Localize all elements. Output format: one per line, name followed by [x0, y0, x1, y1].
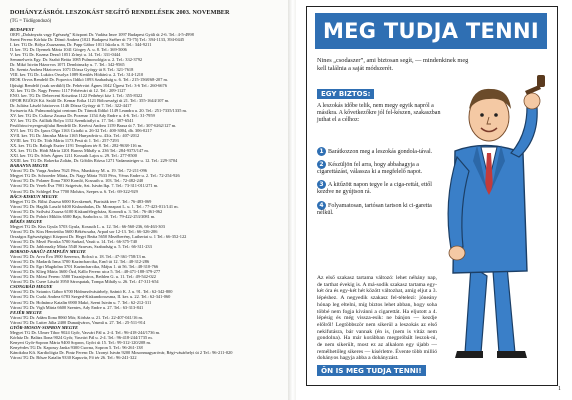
clinic-entry: Kenyeri Győr-Sopron Mária 9400 Sopron, Győri út 15. Tel.: 99-312-120/208 m. [10, 339, 151, 345]
man-illustration [427, 61, 555, 361]
clinic-entry: XV. ker. TG Dr. Csikosz Zsuzsa Dr. Pozenar 1154 Ady Endre u. 4-6. Tel.: 31-7959 [10, 112, 155, 118]
intro-text: Nines „csodaszer”, ami biztosan segít, — mindenkinek meg kell találnia a saját módszerét. [317, 57, 469, 72]
clinic-entry: Városi TG Dr. Varga Andrea 7621 Pécs, Munkácsy M. u. 19. Tel.: 72-211-096 [10, 168, 148, 174]
step-number: 4 [317, 201, 326, 210]
clinic-entry: Dr. Mikó István Házorvos 1071 Dembinszky u. 7. Tel.: 342-9565 [10, 62, 125, 68]
clinic-entry: Megyei TG Dr. Ulmer Tibor 9024 Győr, Vasvári Pál u. 2-4. Tel.: 96-418-244/1736 m. [10, 329, 161, 335]
clinic-entry: Városi TG Dr. Egri Magdolna 3701 Kazincbarcika, Május 1. út 56. Tel.: 48-310-766 [10, 264, 159, 270]
directory-title: DOHÁNYZÁSRÓL LESZOKÁST SEGÍTŐ RENDELÉSEK 2003. NOVEMBER [10, 9, 230, 16]
flyer-frame [306, 6, 558, 386]
clinic-entry: Ifjúsági Rendelő (csak serdülő) Dr. Fehérvári Ágnes 1042 Újpest Tel.: 3-6 Tel.: 260-6676 [10, 82, 167, 88]
page-gutter [288, 0, 296, 400]
step-number: 1 [317, 147, 326, 156]
region-heading: BORSOD-ABAÚJ-ZEMPLÉN MEGYE [10, 249, 86, 255]
step-number: 2 [317, 160, 326, 169]
clinic-entry: XVIII. ker. TG Dr. Tóth Mária 1173 Pesti út 1. Tel.: 257-7293 [10, 138, 119, 144]
region-heading: FEJÉR MEGYE [10, 309, 43, 315]
clinic-entry: Megyei TG Dr. Schroeder Mária, Dr. Nagy Mária 7633 Pécs, Vérus Endre u. 2. Tel.: 72-254-926 [10, 173, 180, 179]
flyer-title: MEG TUDJA TENNI [315, 13, 547, 49]
step-text: A kitűzött napon tegye le a ciga-rettát, ettől kezdve ne gyújtson rá. [317, 182, 432, 196]
clinic-entry: Kánokdoa Kft. Kardiológia Dr. Pintz Ferenc Dr. Uzonyi István 9200 Mosonmagyaróvár, Régi-vásárhelyi út 2 Tel.: 96-211-020 [10, 350, 233, 355]
directory-legend: (TG = Tüdőgondozó) [10, 19, 52, 24]
clinic-entry: Kenyérdes TG Dr. Kapossy Janka 9300 Csorna, Sopron 5. Tel.: 96-261-138 [10, 344, 143, 350]
clinic-entry: Városi TG Dr. Klieg Mária 3600 Ózd, Kállo Ferenc utca 5. Tel.: 48-471-188-379-277 [10, 269, 161, 275]
region-heading: BARANYA MEGYE [10, 163, 49, 169]
clinic-entry: Városi TG Dr. Jablonszky Mária 5540 Szarvas, Szabadság u. 5. Tel.: 66-311-233 [10, 244, 152, 250]
clinic-entry: Városi TG Dr. Szilvási Zsuzsa 6100 Kiskunfélegyháza, Korondi u. 3. Tel.: 76-461-062 [10, 208, 163, 214]
clinic-entry: XX. ker. TG Dr. Hódi Mária 1201 Baross Mihály u. 236 Tel.: 284-9373/147 m. [10, 148, 149, 154]
clinic-entry: Városi TG Dr. Madarik Irma 3700 Kazincbarcika, Ernő út 12. Tel.: 48-312-286 [10, 259, 150, 265]
clinic-entry: Szent Ferenc Kórház Dr. Dömö Andrea (1021 Budapest Széher út 73-75) Tel.: 394-1133, 394-0445 [10, 37, 185, 43]
region-heading: CSONGRÁD MEGYE [10, 284, 53, 290]
step-number: 3 [317, 180, 326, 189]
clinic-entry: Városi TG Dr. Bősze Katalin 9330 Kapuvár, Fő tér 26. Tel.: 96-241-322 [10, 355, 137, 361]
region-heading: BUDAPEST [10, 27, 34, 32]
clinic-entry: Dr. Juliász László háziorvos 1146 Dózsa György út 7. Tel.: 322-4417 [10, 102, 132, 108]
clinic-entry: Városi TG Dr. Holnáncz Katalin 6900 Makó, Szent István u. 7. Tel.: 62-212-311 [10, 299, 152, 305]
clinic-entry: Országos Egészségügyi Központ Dr. Hegyi Beáta 5650 Mezőberény, Lutheriai u. 1 Tel.: 66-352-122 [10, 233, 187, 239]
clinic-list [10, 27, 278, 395]
clinic-entry: XVI. ker. TG Dr. Ipacs Olga 1163 Cziráki u. 26-32 Tel.: 400-3004, db. 306-0217 [10, 127, 152, 133]
clinic-entry: Kórház Dr. Balázs Ilona 9024 Győr, Vasvári Pál u. 2-4. Tel.: 96-418-244/1735 m. [10, 334, 153, 340]
region-heading: BÁCS-KISKUN MEGYE [10, 193, 58, 199]
body-paragraph: Az első szakasz tartama változó: lehet néhány nap, de tarthat évekig is. A má-sodik szakasz tartama egy-két óra és egy-két hét között változhat, amíg eljut a 3. lépéshez. A negyedik szakasz fel-tételezi: jóneány hónap leg eltelni, míg biztos lehet abban, hogy soha többé nem fogja kívánni a cigarettát. Ha eljutott a 4. lépésig és még vissza-esik: ne bánjon — kezdje előlről! Legtöbbször nem sikerül a leszokás az első nekifutásra, bár vannak (én is, (nem is vitáz nem gondolna). Ha már korábban megpróbált leszok-ni, de nem sikerült, most ez az alkalom egy újabb — remélhetőleg sikeres — kísérletre. Évente több millió dohányos hagyja abba a dohányzást. [317, 275, 437, 362]
clinic-entry: Városi TG Dr. Arva Éva 3900 Szerencs, Bolcsó u. 18. Tel.: 47-361-758/13 m. [10, 254, 147, 260]
clinic-entry: ENO. ker. TG Dr. Debreceni Krisztina 1122 Pethényi köz 1. Tel.: 355-8322 [10, 92, 143, 98]
clinic-entry: Városi TG Dr. Polaner Ilona 7300 Komló, Kossuth u. 103. Tel.: 72-482-240 [10, 178, 144, 184]
step-text: Készüljön fel arra, hogy abbahagyja a cigarettázást, válassza ki a megfelelő napot. [317, 161, 423, 176]
clinic-entry: V. ker. TG Dr. Kozma Dezső 1051 Zrínyi u. 14. Tel.: 331-0444 [10, 52, 121, 58]
clinic-entry: Városi TG Dr. Adám Ilona 8060 Mór, Kórház u. 21. Tel.: 22-407-041/16 m. [10, 314, 144, 320]
clinic-entry: XI. ker. TG Dr. Nagy Ferenc 1117 Fehérvári út 12. Tel.: 209-1127 [10, 87, 126, 93]
step-text: Barátkozzon meg a leszokás gondola-tával. [328, 148, 433, 155]
clinic-entry: Városi TG Dr. Vigh Mária 6600 Szentes, Ady Endre u. 27. Tel.: 63-313-841 [10, 304, 144, 310]
clinic-entry: Városi TG Dr. Mózsi Ferenc 3580 Tiszaújváros, Bethlen G. u. 11. Tel.: 49-542-022 [10, 274, 156, 280]
clinic-entry: Megyei TG Dr. Kiss Gyula 5703 Gyula, Kossuth L. u. 12. Tel.: 66-560-236, 66-463-303 [10, 223, 165, 229]
clinic-entry: XV. ker. TG Dr. Atilliák Bolya 1152 Szentkirályi u. 17. Tel.: 307-6541 [10, 117, 134, 123]
region-heading: BÉKÉS MEGYE [10, 218, 43, 224]
clinic-entry: XVII. ker. TG Dr. Jánoska Mária 1165 Hunyadvár u. 43/a. Tel.: 407-2012 [10, 132, 140, 138]
clinic-entry: Pestlőrinci-nyergesújfalui Rendelő Dr. Kerécsi Andrea 1159 Bazsa út 7. Tel.: 307-6262/127 m. [10, 122, 177, 128]
clinic-entry: Városi TG Dr. Sztanics Gábor 6700 Hódmezővásárhely, Szántó K. J. u. 91. Tel.: 62-342-800 [10, 289, 173, 295]
clinic-entry: XXI. ker. TG Dr. Sőrés Ágnes 1211 Kossuth Lajos u. 29. Tel.: 277-8500 [10, 153, 137, 159]
clinic-entry: Dr. Szentz Andrea Háziorvos 1071 Dózsa György út 8. Tel.: 321-7618 [10, 67, 134, 73]
clinic-entry: Városi TG Dr. Pohóri Miklós 6500 Baja, Szabolcs u. 10. Tel.: 79-422-253/3081 m. [10, 213, 156, 219]
clinic-entry: Városi TG Dr. Kiss Henriettha 5600 Békéscsaba, Arpad sor 12-13. Tel.: 66-326-206 [10, 228, 158, 234]
clinic-entry: Városi TG Dr. Vereb Éva 7901 Szigetvár, Szt. István lkp. 7. Tel.: 73-311-011/271 m. [10, 183, 159, 189]
section-text: A leszokás időbe telik, nem megy egyik napról a másikra. A kővetkezőkre jól fel-készen, szakaszban juthat el a célhoz: [317, 103, 441, 124]
clinic-entry: Városi TG Dr. Lutter Júlia 2400 Dunaújváros, Vasmű u. 27. Tel.: 25-511-914 [10, 319, 146, 325]
section-label: EGY BIZTOS: [317, 89, 374, 99]
clinic-entry: I. ker. TG Dr. Bólya Zsuzsanna, Dr. Papp Gábor 1011 Iskola u. 8. Tel.: 344-9211 [10, 42, 152, 48]
step-text: Folyamatosan, tartósan tartson ki ci-garetta nélkül. [317, 202, 432, 216]
clinic-entry: OEFI „Dohányzás vagy Egészség” Központ Dr. Vadász Imre 1097 Budapest Gyáli út 2-6. Tel.: 4-5-4998 [10, 32, 194, 38]
clinic-entry: Swisserta Ak. Pulmonológiai centrum Dr. Tárnok Ildikó 1149 Leandra u. 20. Tel.: 251-7335/1335 m. [10, 107, 188, 113]
clinic-entry: Megyei TG Dr. Bilisi Zsuzsa 6000 Kecskemét, Piaristák tere 7. Tel.: 76-483-069 [10, 198, 152, 204]
clinic-entry: BIOK Orvos Rendelő Dr. Popovics Ildikó 1093 Szabadság u. 6. Tel.: 215-1568/68-207 m. [10, 77, 169, 83]
clinic-entry: XXIII. ker. TG Dr. Rokerka Zoltán, Dr. Göblös Rózsa 1271 Vadamsteiger u. 12. Tel.: 229-3704 [10, 158, 178, 164]
closing-slogan: ÖN IS MEG TUDJA TENNI! [317, 365, 426, 376]
clinic-entry: XX. ker. TG Dr. Balogh Eszter 1191 Templom tér 8. Tel.: 282-9638-116 m. [10, 143, 143, 149]
region-heading: GYŐR-MOSON-SOPRON MEGYE [10, 324, 79, 330]
clinic-entry: Városi TG Dr. Csere László 3950 Sárospatak, Tompa Mihály u. 26. Tel.: 47-311-654 [10, 279, 159, 285]
clinic-entry: Városi TG Dr. Haglik Laszló 6400 Kiskunhalas, Dr. Monszpart L. u. 1. Tel.: 77-423-011/141 m. [10, 203, 179, 209]
flyer-page [296, 0, 572, 400]
clinic-entry: Semmelweis Egy. Dr. Szabó Beáta 1085 Pulmonológia u. 2. Tel.: 332-3792 [10, 57, 143, 63]
clinic-entry: VIII. ker. TG Dr. Lukács Orsolya 1089 Kerülés Hídiárú u. 2. Tel.: 314-1210 [10, 72, 144, 78]
clinic-entry: Városi TG Dr. Mező Piroska 5700 Sarkad, Vasút u. 14. Tel.: 66-375-740 [10, 238, 138, 244]
clinic-entry: Városi TG Dr. Csoki Andrea 6783 Szeged-Kiskundorozsma, II. ker. u. 22. Tel.: 62-341-060 [10, 294, 171, 300]
clinic-entry: II. ker. TG Dr. Ilyemek Mária 1041 Görgey A. u. 8. Tel.: 369-5006 [10, 47, 127, 53]
clinic-entry: Városi TG Dr. Schlegel Eva 7700 Mohács, Szepes u. 6. Tel.: 69-322-929 [10, 188, 138, 194]
page-number: 1 [558, 386, 561, 392]
clinic-entry: OPOR BGÖGS Ká. Szülő Dr. Kemar Erika 1121 Bölcsességi út 21. Tel.: 355-1644/107 m. [10, 97, 170, 103]
